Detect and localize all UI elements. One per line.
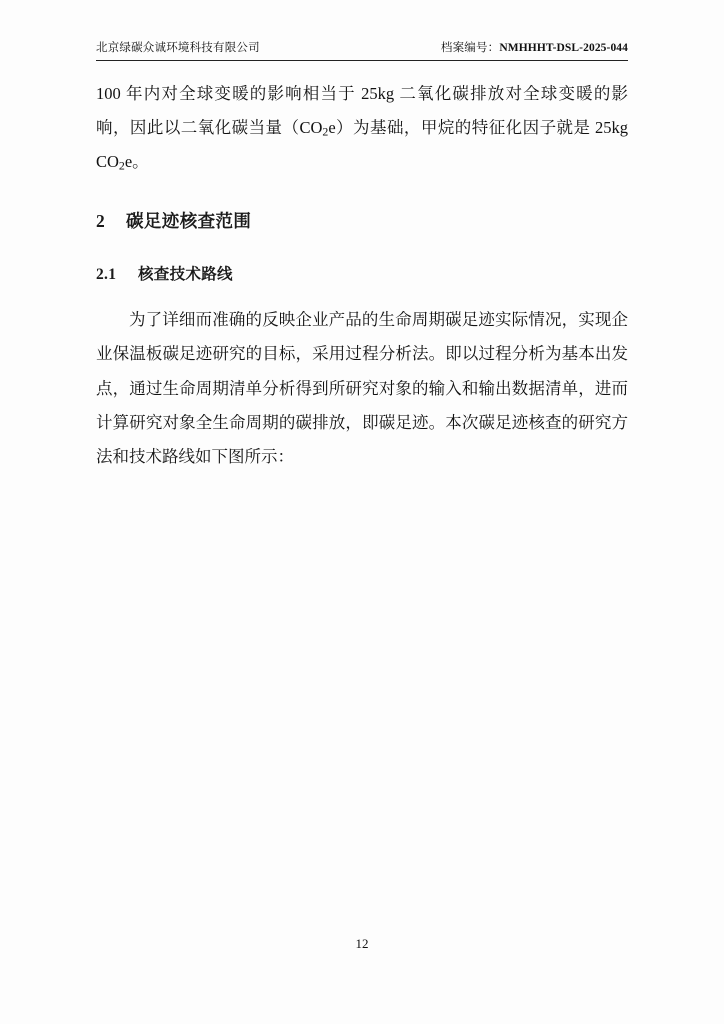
page-footer bbox=[0, 936, 724, 952]
continued-paragraph-part3: e。 bbox=[124, 152, 149, 172]
co2e-subscript-1: 2 bbox=[322, 124, 329, 139]
header-archive-number bbox=[441, 42, 628, 56]
continued-paragraph-part2: e）为基础，甲烷的特征化因子就是 25kg CO bbox=[96, 118, 629, 172]
subsection-title: 核查技术路线 bbox=[138, 266, 233, 284]
archive-code: NMHHHT-DSL-2025-044 bbox=[499, 42, 628, 54]
subsection-paragraph: 为了详细而准确的反映企业产品的生命周期碳足迹实际情况，实现企业保温板碳足迹研究的目标，采用过程分析法。即以过程分析为基本出发点，通过生命周期清单分析得到所研究对象的输入和输出数据清单，进而计算研究对象全生命周期的碳排放，即碳足迹。本次碳足迹核查的研究方法和技术路线如下图所示： bbox=[96, 310, 628, 467]
subsection-heading bbox=[96, 261, 628, 289]
continued-paragraph bbox=[96, 77, 628, 180]
page-number: 12 bbox=[355, 936, 369, 951]
archive-label: 档案编号： bbox=[440, 42, 500, 54]
section-number: 2 bbox=[96, 210, 106, 231]
header-company-name: 北京绿碳众诚环境科技有限公司 bbox=[96, 42, 260, 54]
section-heading bbox=[96, 206, 628, 238]
co2e-subscript-2: 2 bbox=[118, 159, 125, 174]
page-header bbox=[96, 42, 628, 61]
page-content-area bbox=[96, 42, 628, 475]
subsection-number: 2.1 bbox=[96, 266, 117, 284]
section-title: 碳足迹核查范围 bbox=[126, 210, 252, 231]
continued-paragraph-part1: 100 年内对全球变暖的影响相当于 25kg 二氧化碳排放对全球变暖的影响，因此以二氧化碳当量（CO bbox=[96, 83, 628, 138]
